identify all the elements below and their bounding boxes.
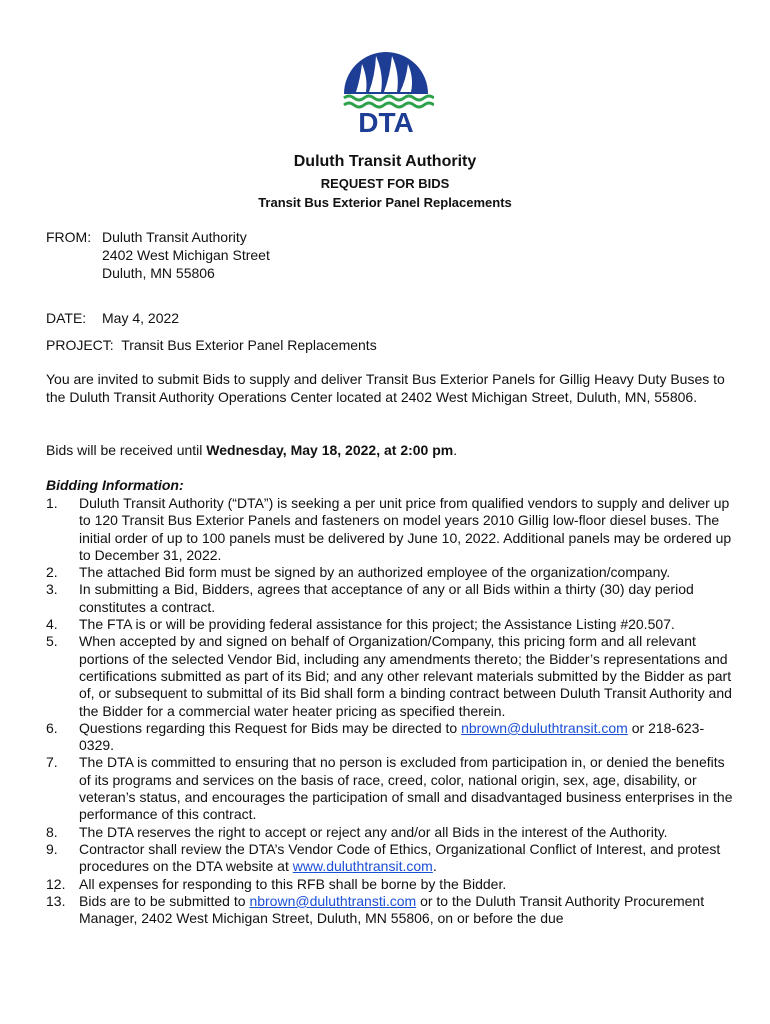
list-item [46, 720, 736, 755]
list-item [46, 754, 736, 823]
item-text: The DTA is committed to ensuring that no person is excluded from participation in, or denied the benefits of its programs and services on the basis of race, creed, color, national origin, sex, age, disability, or veteran’s status, and encourages the participation of small and disadvantaged business enterprises in the performance of this contract. [79, 754, 733, 823]
project-label: PROJECT: [46, 337, 114, 353]
page-title: Duluth Transit Authority [293, 153, 477, 170]
item-text-post: or to the Duluth Transit Authority Procurement Manager, 2402 West Michigan Street, Duluth, MN 55806, on or before the due [79, 892, 705, 927]
item-number: 13. [46, 892, 66, 909]
item-number: 7. [46, 754, 58, 771]
item-text: The FTA is or will be providing federal assistance for this project; the Assistance Listing #20.507. [79, 616, 675, 633]
item-number: 9. [46, 840, 58, 857]
document-type: REQUEST FOR BIDS [320, 176, 450, 191]
item-number: 5. [46, 633, 58, 650]
website-link[interactable]: www.duluthtransit.com [292, 858, 433, 875]
list-item [46, 616, 736, 633]
from-line-3: Duluth, MN 55806 [102, 265, 215, 281]
list-item [46, 581, 736, 616]
list-item [46, 841, 736, 876]
item-text-post: . [432, 858, 437, 875]
item-text: When accepted by and signed on behalf of Organization/Company, this pricing form and all relevant portions of the selected Vendor Bid, including any amendments thereto; the Bidder’s representations and certifications submitted as part of its Bid; and any other relevant materials submitted by the Bidder as part of, or subsequent to submittal of its Bid shall form a binding contract between Duluth Transit Authority and the Bidder for a commercial water heater pricing as specified therein. [79, 633, 732, 719]
date-label: DATE: [46, 310, 87, 326]
project-line [46, 336, 377, 354]
item-text-pre: Questions regarding this Request for Bids may be directed to [79, 719, 462, 736]
item-number: 12. [46, 875, 66, 892]
deadline-date: Wednesday, May 18, 2022, at 2:00 pm [206, 442, 454, 458]
list-item [46, 495, 736, 564]
list-item [46, 633, 736, 719]
item-number: 8. [46, 823, 58, 840]
list-item [46, 876, 736, 893]
intro-paragraph: You are invited to submit Bids to supply and deliver Transit Bus Exterior Panels for Gillig Heavy Duty Buses to the Duluth Transit Authority Operations Center located at 2402 West Michigan Street, Duluth, MN, 55806. [46, 371, 725, 405]
item-number: 3. [46, 581, 58, 598]
deadline-suffix: . [453, 442, 458, 458]
questions-email-link[interactable]: nbrown@duluthtransit.com [461, 719, 628, 736]
date-value: May 4, 2022 [102, 310, 180, 326]
item-number: 2. [46, 564, 58, 581]
from-label: FROM: [46, 229, 92, 245]
logo-lettering: DTA [358, 107, 414, 136]
submission-email-link[interactable]: nbrown@duluthtransti.com [249, 892, 417, 909]
deadline-prefix: Bids will be received until [46, 442, 207, 458]
item-text-pre: Bids are to be submitted to [79, 892, 250, 909]
item-text: The attached Bid form must be signed by an authorized employee of the organization/company. [79, 564, 671, 581]
dta-logo [338, 44, 434, 136]
deadline-paragraph [46, 442, 736, 460]
item-text: Duluth Transit Authority (“DTA”) is seeking a per unit price from qualified vendors to supply and deliver up to 120 Transit Bus Exterior Panels and fasteners on model years 2010 Gillig low-floor diesel buses. The initial order of up to 100 panels must be delivered by June 10, 2022. Additional panels may be ordered up to December 31, 2022. [79, 495, 732, 563]
item-number: 6. [46, 719, 58, 736]
project-value: Transit Bus Exterior Panel Replacements [121, 337, 377, 353]
item-text-post: or 218-623-0329. [79, 719, 705, 754]
from-line-2: 2402 West Michigan Street [102, 247, 270, 263]
item-text: In submitting a Bid, Bidders, agrees that acceptance of any or all Bids within a thirty (30) day period constitutes a contract. [79, 581, 694, 615]
list-item [46, 893, 736, 928]
item-number: 1. [46, 495, 58, 511]
from-line-1: Duluth Transit Authority [102, 229, 247, 245]
bidding-list [46, 495, 736, 927]
list-item [46, 824, 736, 841]
item-text: All expenses for responding to this RFB shall be borne by the Bidder. [79, 875, 507, 892]
document-subject: Transit Bus Exterior Panel Replacements [258, 195, 512, 210]
dta-logo-graphic [338, 44, 434, 136]
item-text-pre: Contractor shall review the DTA’s Vendor Code of Ethics, Organizational Conflict of Interest, and protest procedures on the DTA website at [79, 840, 721, 875]
list-item [46, 564, 736, 581]
bidding-heading: Bidding Information: [46, 477, 184, 493]
item-number: 4. [46, 616, 58, 633]
item-text: The DTA reserves the right to accept or reject any and/or all Bids in the interest of the Authority. [79, 823, 668, 840]
